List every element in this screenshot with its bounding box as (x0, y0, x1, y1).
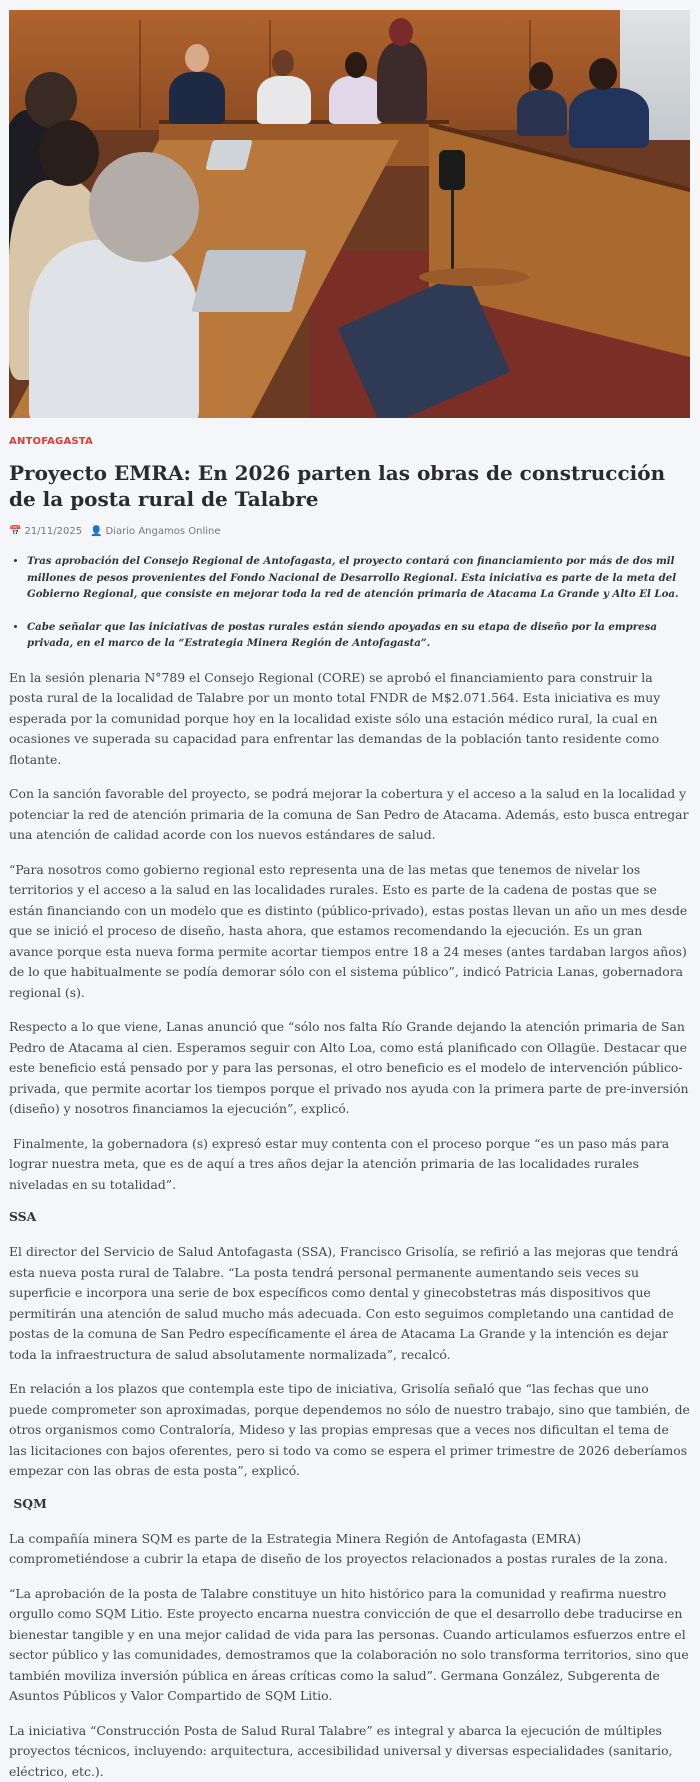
body-paragraph: El director del Servicio de Salud Antofagasta (SSA), Francisco Grisolía, se refirió a las mejoras que tendrá esta nueva posta rural de Talabre. “La posta tendrá personal permanente aumentando seis veces su superficie e incorpora una serie de box específicos como dental y ginecobstetras más dispositivos que permitirán una atención de salud mucho más adecuada. Con esto seguimos completando una cantidad de postas de la comuna de San Pedro específicamente el área de Atacama La Grande y la intención es dejar toda la infraestructura de salud absolutamente normalizada”, recalcó. (9, 1244, 679, 1362)
body-paragraph: Con la sanción favorable del proyecto, se podrá mejorar la cobertura y el acceso a la salud en la localidad y potenciar la red de atención primaria de la comuna de San Pedro de Atacama. Además, esto busca entregar una atención de calidad acorde con los nuevos estándares de salud. (9, 786, 689, 842)
article-title: Proyecto EMRA: En 2026 parten las obras de construcción de la posta rural de Talabre (9, 461, 666, 511)
highlight-item: • Tras aprobación del Consejo Regional de Antofagasta, el proyecto contará con financiamiento por más de dos mil millones de pesos provenientes del Fondo Nacional de Desarrollo Regional. Esta iniciativa es parte de la meta del Gobierno Regional, que consiste en mejorar toda la red de atención primaria de Atacama La Grande y Alto El Loa. (27, 553, 690, 603)
calendar-icon: 📅 (9, 526, 22, 537)
user-icon: 👤 (90, 526, 103, 537)
article-date: 21/11/2025 (24, 526, 83, 537)
article-category[interactable]: ANTOFAGASTA (9, 436, 93, 447)
article-highlights (9, 553, 690, 652)
body-paragraph: La iniciativa “Construcción Posta de Salud Rural Talabre” es integral y abarca la ejecución de múltiples proyectos técnicos, incluyendo: arquitectura, accesibilidad universal y diversas especialidades (sanitario, eléctrico, etc.). (9, 1722, 673, 1779)
body-paragraph: “Para nosotros como gobierno regional esto representa una de las metas que tenemos de nivelar los territorios y el acceso a la salud en las localidades rurales. Esto es parte de la cadena de postas que se están financiando con un modelo que es distinto (público-privado), estas postas llevan un año un mes desde que se inició el proceso de diseño, hasta ahora, que estamos recomendando la ejecución. Es un gran avance porque esta nueva forma permite acortar tiempos entre 18 a 24 meses (antes tardaban largos años) de lo que habitualmente se podía demorar sólo con el sistema público”, indicó Patricia Lanas, gobernadora regional (s). (9, 861, 688, 1000)
section-heading-sqm: SQM (9, 1495, 47, 1511)
article-author[interactable]: Diario Angamos Online (105, 526, 221, 537)
highlight-item: • Cabe señalar que las iniciativas de postas rurales están siendo apoyadas en su etapa de diseño por la empresa privada, en el marco de la “Estrategia Minera Región de Antofagasta”. (27, 619, 690, 652)
body-paragraph: En la sesión plenaria N°789 el Consejo Regional (CORE) se aprobó el financiamiento para construir la posta rural de la localidad de Talabre por un monto total FNDR de M$2.071.564. Esta iniciativa es muy esperada por la comunidad porque hoy en la localidad existe sólo una estación médico rural, la cual en ocasiones ve superada su capacidad para enfrentar las demandas de la población tanto residente como flotante. (9, 669, 661, 767)
section-heading-ssa: SSA (9, 1209, 37, 1224)
article-hero-image (9, 10, 690, 418)
body-paragraph: Respecto a lo que viene, Lanas anunció que “sólo nos falta Río Grande dejando la atención primaria de San Pedro de Atacama al cien. Esperamos seguir con Alto Loa, como está planificado con Ollagüe. Destacar que este beneficio está pensado por y para las personas, el otro beneficio es el modelo de intervención público-privada, que permite acortar los tiempos porque el privado nos ayuda con la primera parte de pre-inversión (diseño) y nosotros financiamos la ejecución”, explicó. (9, 1019, 689, 1116)
body-paragraph: “La aprobación de la posta de Talabre constituye un hito histórico para la comunidad y reafirma nuestro orgullo como SQM Litio. Este proyecto encarna nuestra convicción de que el desarrollo debe traducirse en bienestar tangible y en una mejor calidad de vida para las personas. Cuando articulamos esfuerzos entre el sector público y las comunidades, demostramos que la colaboración no solo transforma territorios, sino que también moviliza inversión pública en áreas críticas como la salud”. Germana González, Subgerenta de Asuntos Públicos y Valor Compartido de SQM Litio. (9, 1585, 689, 1703)
body-paragraph: La compañía minera SQM es parte de la Estrategia Minera Región de Antofagasta (EMRA) comprometiéndose a cubrir la etapa de diseño de los proyectos relacionados a postas rurales de la zona. (9, 1530, 668, 1566)
body-paragraph: Finalmente, la gobernadora (s) expresó estar muy contenta con el proceso porque “es un paso más para lograr nuestra meta, que es de aquí a tres años dejar la atención primaria de las localidades rurales niveladas en su totalidad”. (9, 1135, 674, 1192)
article-meta (9, 526, 690, 537)
article-body (9, 668, 690, 1782)
body-paragraph: En relación a los plazos que contempla este tipo de iniciativa, Grisolía señaló que “las fechas que uno puede comprometer son aproximadas, porque dependemos no sólo de nuestro trabajo, sino que también, de otros organismos como Contraloría, Mideso y las propias empresas que a veces nos dificultan el tema de las licitaciones con bajos oferentes, pero si todo va como se espera el primer trimestre de 2026 deberíamos empezar con las obras de esta posta”, explicó. (9, 1381, 690, 1478)
